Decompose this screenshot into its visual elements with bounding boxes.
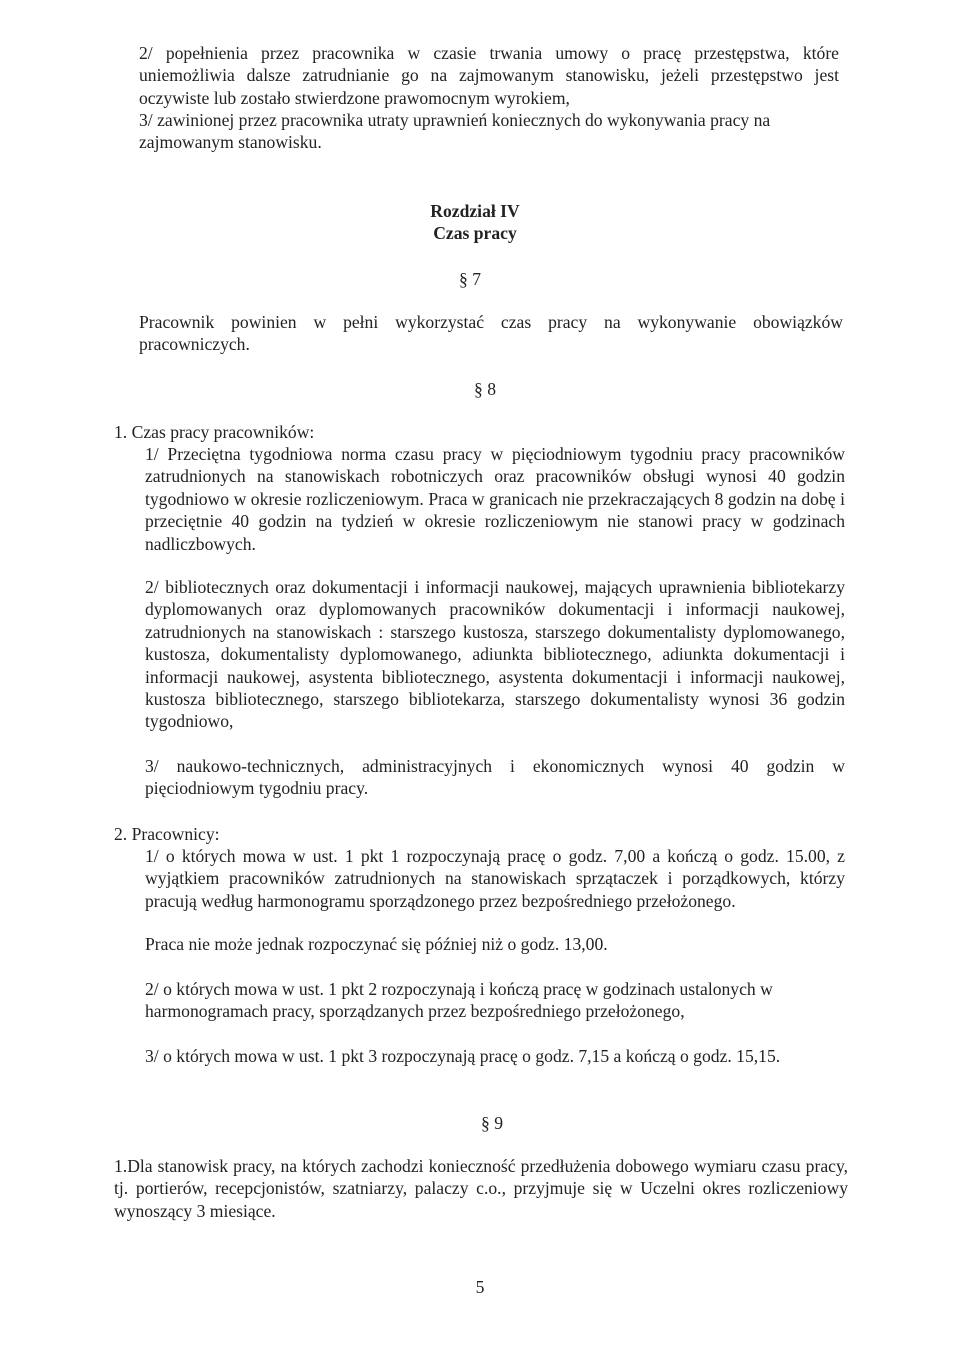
section-8-para-2-item-1: 1/ o których mowa w ust. 1 pkt 1 rozpoczynają pracę o godz. 7,00 a kończą o godz. 15.00, z wyjątkiem pracowników zatrudnionych na stanowiskach sprzątaczek i porządkowych, którzy pracują według harmonogramu sporządzonego przez bezpośredniego przełożonego. <box>145 846 845 911</box>
section-8-para-2-lead: 2. Pracownicy: <box>114 824 220 844</box>
intro-item-3: 3/ zawinionej przez pracownika utraty uprawnień koniecznych do wykonywania pracy na zajmowanym stanowisku. <box>139 110 771 153</box>
section-8-para-2-item-3: 3/ o których mowa w ust. 1 pkt 3 rozpoczynają pracę o godz. 7,15 a kończą o godz. 15,15. <box>145 1046 781 1066</box>
section-8-para-1-lead: 1. Czas pracy pracowników: <box>114 422 315 442</box>
intro-item-2: 2/ popełnienia przez pracownika w czasie trwania umowy o pracę przestępstwa, które uniemożliwia dalsze zatrudnianie go na zajmowanym stanowisku, jeżeli przestępstwo jest oczywiste lub zostało stwierdzone prawomocnym wyrokiem, <box>139 43 839 108</box>
section-8-para-2-item-1-note: Praca nie może jednak rozpoczynać się później niż o godz. 13,00. <box>145 934 608 954</box>
page-number: 5 <box>475 1277 485 1297</box>
section-8-para-1-item-1: 1/ Przeciętna tygodniowa norma czasu pracy w pięciodniowym tygodniu pracy pracowników zatrudnionych na stanowiskach robotniczych oraz pracowników obsługi wynosi 40 godzin tygodniowo w okresie rozliczeniowym. Praca w granicach nie przekraczających 8 godzin na dobę i przeciętnie 40 godzin na tydzień w okresie rozliczeniowym nie stanowi pracy w godzinach nadliczbowych. <box>145 444 845 554</box>
section-9-heading: § 9 <box>481 1113 503 1133</box>
section-8-para-1-item-2: 2/ bibliotecznych oraz dokumentacji i informacji naukowej, mających uprawnienia bibliotekarzy dyplomowanych oraz dyplomowanych pracowników dokumentacji i informacji naukowej, zatrudnionych na stanowiskach : starszego kustosza, starszego dokumentalisty dyplomowanego, kustosza, dokumentalisty dyplomowanego, adiunkta bibliotecznego, adiunkta dokumentacji i informacji naukowej, asystenta bibliotecznego, asystenta dokumentacji i informacji naukowej, kustosza bibliotecznego, starszego bibliotekarza, starszego dokumentalisty wynosi 36 godzin tygodniowo, <box>145 577 845 732</box>
section-8-para-1-item-3: 3/ naukowo-technicznych, administracyjnych i ekonomicznych wynosi 40 godzin w pięciodniowym tygodniu pracy. <box>145 756 845 799</box>
chapter-title: Czas pracy <box>433 223 517 243</box>
section-8-heading: § 8 <box>474 379 496 399</box>
section-9-para-1: 1.Dla stanowisk pracy, na których zachodzi konieczność przedłużenia dobowego wymiaru czasu pracy, tj. portierów, recepcjonistów, szatniarzy, palaczy c.o., przyjmuje się w Uczelni okres rozliczeniowy wynoszący 3 miesiące. <box>114 1156 848 1221</box>
chapter-number: Rozdział IV <box>430 201 520 221</box>
section-7-heading: § 7 <box>459 269 481 289</box>
section-8-para-2-item-2: 2/ o których mowa w ust. 1 pkt 2 rozpoczynają i kończą pracę w godzinach ustalonych w harmonogramach pracy, sporządzanych przez bezpośredniego przełożonego, <box>145 979 773 1022</box>
section-7-text: Pracownik powinien w pełni wykorzystać czas pracy na wykonywanie obowiązków pracowniczych. <box>139 312 843 355</box>
